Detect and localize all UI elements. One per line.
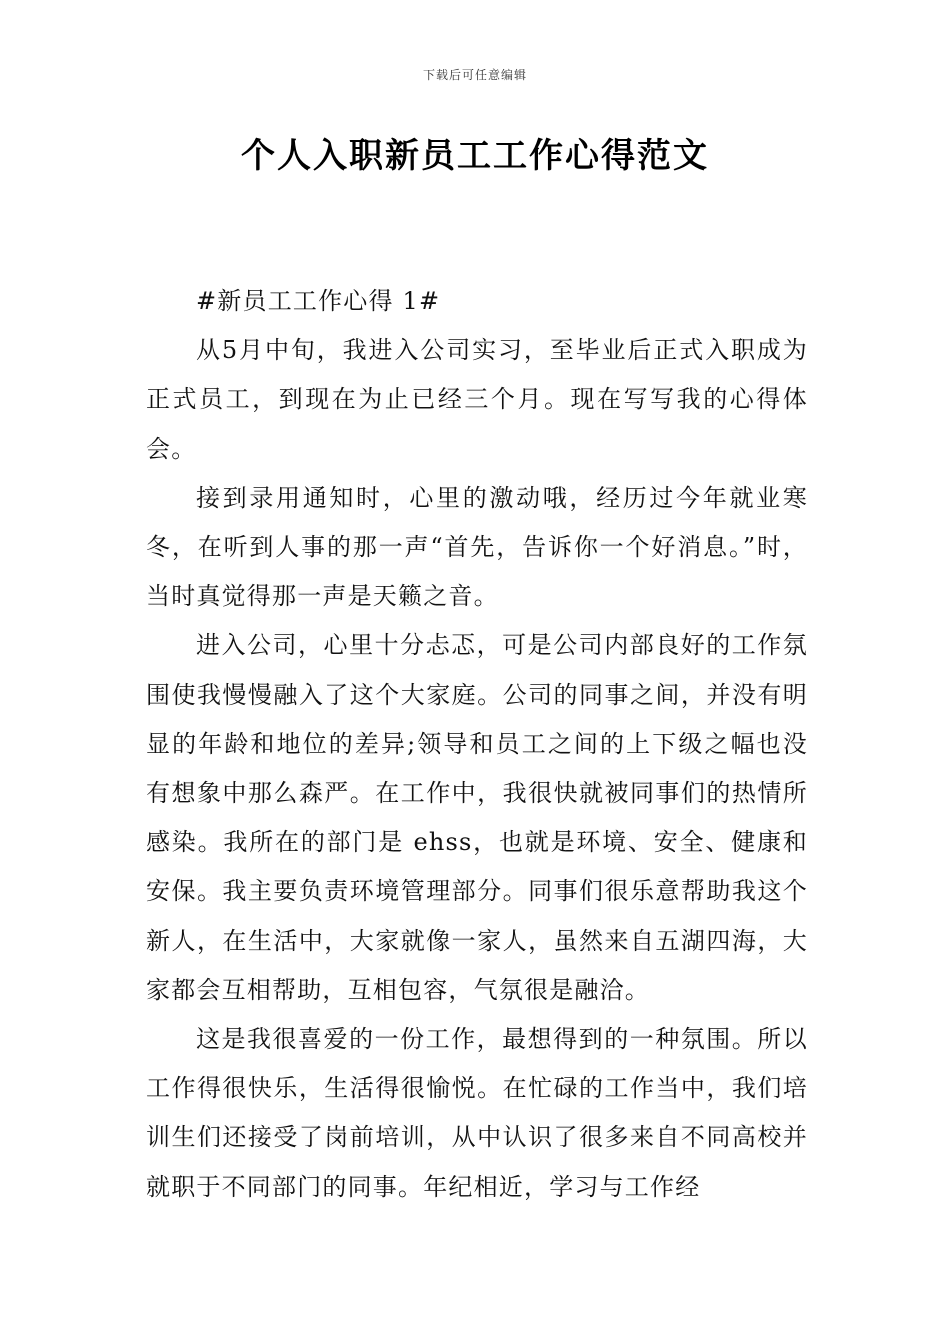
- section-heading: #新员工工作心得 1#: [196, 287, 441, 315]
- document-title: 个人入职新员工工作心得范文: [241, 136, 709, 176]
- paragraph: 从5月中旬，我进入公司实习，至毕业后正式入职成为正式员工，到现在为止已经三个月。现在写写我的心得体会。: [146, 336, 808, 463]
- header-note: 下载后可任意编辑: [422, 68, 527, 82]
- paragraph: 进入公司，心里十分忐忑，可是公司内部良好的工作氛围使我慢慢融入了这个大家庭。公司的同事之间，并没有明显的年龄和地位的差异;领导和员工之间的上下级之幅也没有想象中那么森严。在工作中，我很快就被同事们的热情所感染。我所在的部门是 ehss，也就是环境、安全、健康和安保。我主要负责环境管理部分。同事们很乐意帮助我这个新人，在生活中，大家就像一家人，虽然来自五湖四海，大家都会互相帮助，互相包容，气氛很是融洽。: [146, 631, 808, 1004]
- paragraph: 这是我很喜爱的一份工作，最想得到的一种氛围。所以工作得很快乐，生活得很愉悦。在忙碌的工作当中，我们培训生们还接受了岗前培训，从中认识了很多来自不同高校并就职于不同部门的同事。年纪相近，学习与工作经: [146, 1025, 808, 1201]
- document-body: [146, 277, 808, 1212]
- paragraph: 接到录用通知时，心里的激动哦，经历过今年就业寒冬，在听到人事的那一声“首先，告诉你一个好消息。”时，当时真觉得那一声是天籁之音。: [146, 483, 808, 611]
